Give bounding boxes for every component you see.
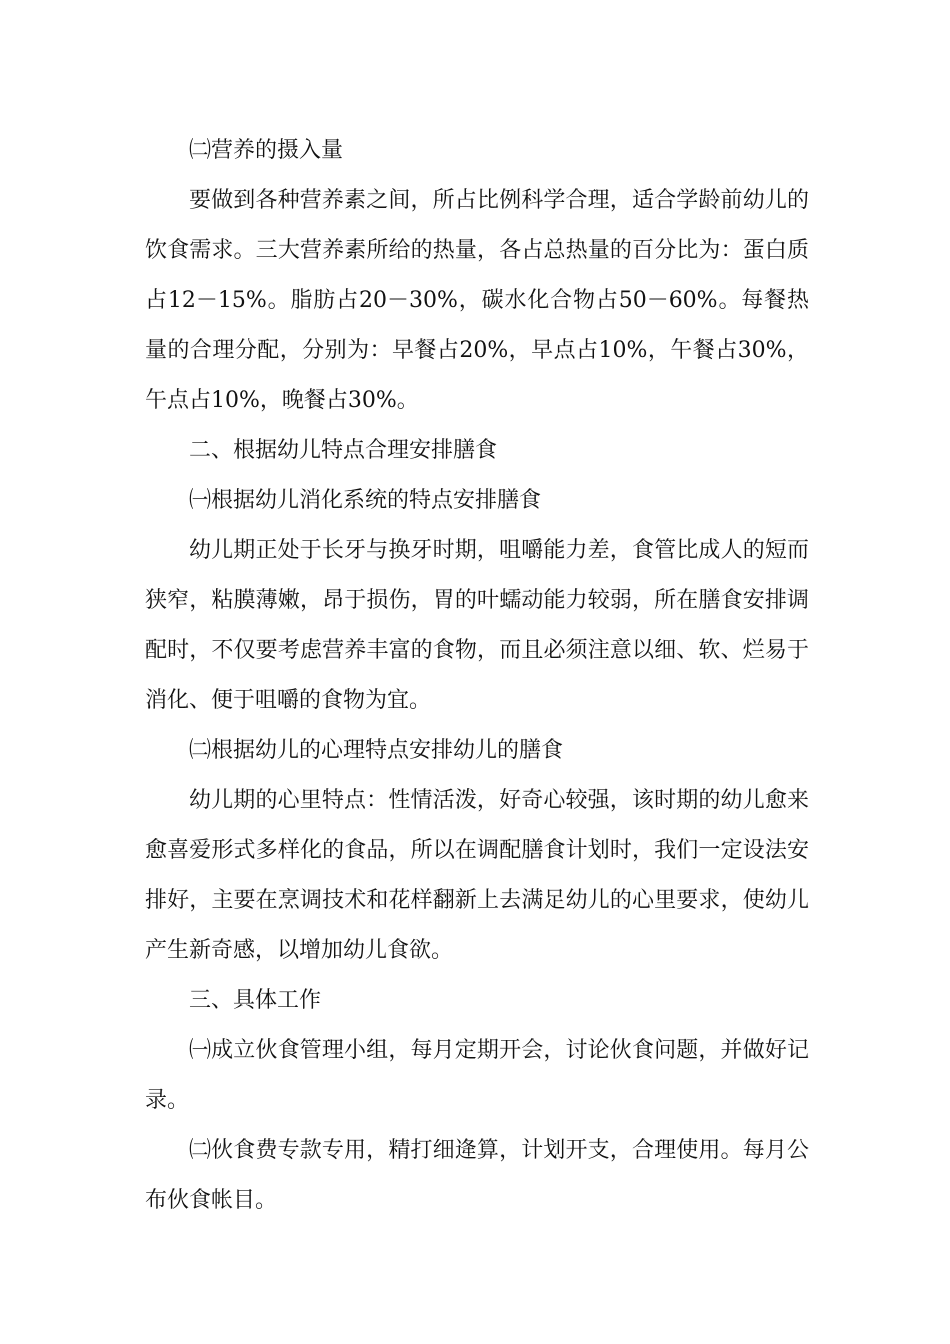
subheading-digestive-system: ㈠根据幼儿消化系统的特点安排膳食 <box>189 488 542 513</box>
document-body <box>145 126 809 1226</box>
section-heading-3: 三、具体工作 <box>189 988 322 1013</box>
list-item-management-group: ㈠成立伙食管理小组，每月定期开会，讨论伙食问题，并做好记录。 <box>145 1038 809 1113</box>
section-heading-2: 二、根据幼儿特点合理安排膳食 <box>189 438 498 463</box>
paragraph-nutrient-ratios: 要做到各种营养素之间，所占比例科学合理，适合学龄前幼儿的饮食需求。三大营养素所给的热量，各占总热量的百分比为：蛋白质占12－15%。脂肪占20－30%，碳水化合物占50－60%。每餐热量的合理分配，分别为：早餐占20%，早点占10%，午餐占30%，午点占10%，晚餐占30%。 <box>145 188 809 413</box>
paragraph-psychology: 幼儿期的心里特点：性情活泼，好奇心较强，该时期的幼儿愈来愈喜爱形式多样化的食品，所以在调配膳食计划时，我们一定设法安排好，主要在烹调技术和花样翻新上去满足幼儿的心里要求，使幼儿产生新奇感，以增加幼儿食欲。 <box>145 788 809 963</box>
subheading-nutrition-intake: ㈡营养的摄入量 <box>189 138 344 163</box>
paragraph-digestive-system: 幼儿期正处于长牙与换牙时期，咀嚼能力差，食管比成人的短而狭窄，粘膜薄嫩，昂于损伤，胃的叶蠕动能力较弱，所在膳食安排调配时，不仅要考虑营养丰富的食物，而且必须注意以细、软、烂易于消化、便于咀嚼的食物为宜。 <box>145 538 809 713</box>
subheading-psychology: ㈡根据幼儿的心理特点安排幼儿的膳食 <box>189 738 564 763</box>
list-item-meal-budget: ㈡伙食费专款专用，精打细逄算，计划开支，合理使用。每月公布伙食帐目。 <box>145 1138 809 1213</box>
